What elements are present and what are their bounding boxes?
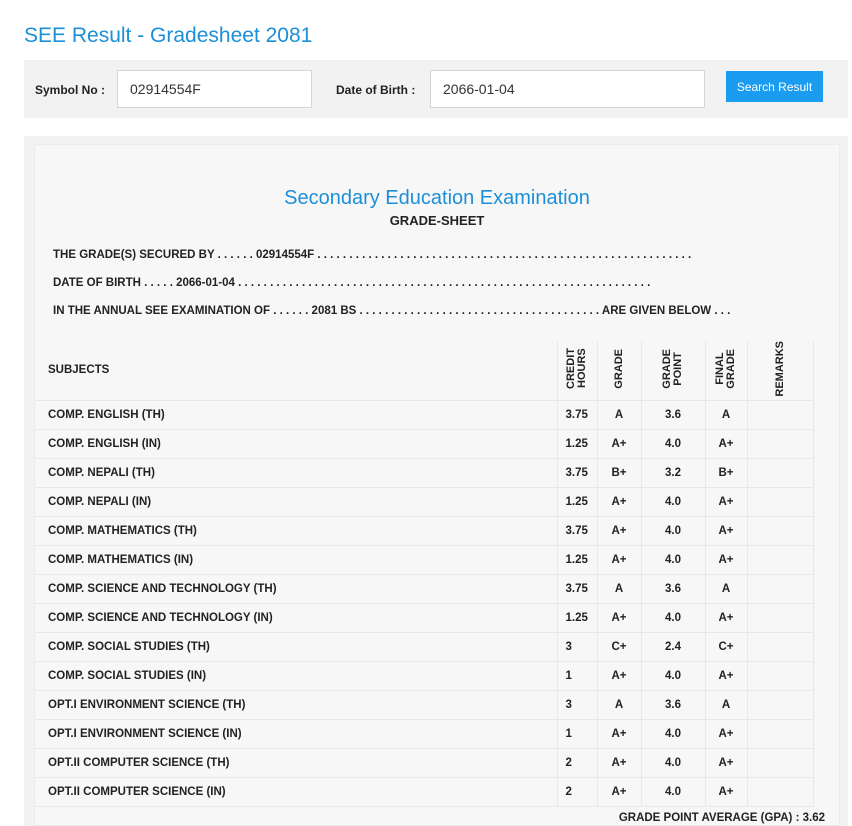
header-final-grade: FINAL GRADE	[714, 348, 737, 389]
cell-grade: A+	[597, 661, 641, 690]
cell-final-grade: A+	[705, 545, 747, 574]
table-row	[35, 748, 840, 777]
cell-remarks	[747, 574, 813, 603]
cell-remarks	[747, 690, 813, 719]
cell-final-grade: B+	[705, 458, 747, 487]
table-row	[35, 400, 840, 429]
cell-grade: A+	[597, 719, 641, 748]
cell-final-grade: A	[705, 574, 747, 603]
cell-final-grade: A+	[705, 603, 747, 632]
cell-final-grade: A	[705, 690, 747, 719]
table-row	[35, 516, 840, 545]
cell-final-grade: A	[705, 400, 747, 429]
cell-grade-point: 4.0	[641, 516, 705, 545]
cell-grade: A	[597, 400, 641, 429]
cell-grade-point: 4.0	[641, 545, 705, 574]
cell-credit-hours: 1	[557, 719, 597, 748]
date-of-birth-line: DATE OF BIRTH . . . . . 2066-01-04 . . . . . . . . . . . . . . . . . . . . . . . . . . . . . . . . . . . . . . . . . . . . . . . . . . . . . . . . . . . . . . . . .	[53, 277, 651, 289]
table-row	[35, 661, 840, 690]
cell-remarks	[747, 429, 813, 458]
search-result-button[interactable]: Search Result	[726, 71, 823, 102]
table-row	[35, 429, 840, 458]
cell-credit-hours: 3.75	[557, 458, 597, 487]
cell-subject: COMP. SCIENCE AND TECHNOLOGY (IN)	[35, 603, 557, 632]
grade-table-body	[35, 400, 840, 806]
cell-remarks	[747, 487, 813, 516]
cell-remarks	[747, 719, 813, 748]
cell-remarks	[747, 661, 813, 690]
cell-subject: COMP. NEPALI (IN)	[35, 487, 557, 516]
cell-grade-point: 4.0	[641, 487, 705, 516]
cell-grade: A+	[597, 545, 641, 574]
cell-remarks	[747, 400, 813, 429]
table-row	[35, 603, 840, 632]
cell-subject: COMP. ENGLISH (IN)	[35, 429, 557, 458]
gpa-line: GRADE POINT AVERAGE (GPA) : 3.62	[618, 812, 825, 824]
cell-grade: A+	[597, 487, 641, 516]
cell-credit-hours: 1	[557, 661, 597, 690]
table-row	[35, 632, 840, 661]
table-row	[35, 690, 840, 719]
cell-final-grade: A+	[705, 777, 747, 806]
cell-grade-point: 3.6	[641, 690, 705, 719]
cell-final-grade: A+	[705, 487, 747, 516]
cell-final-grade: A+	[705, 661, 747, 690]
symbol-no-input[interactable]	[117, 70, 312, 108]
cell-final-grade: A+	[705, 719, 747, 748]
cell-grade-point: 4.0	[641, 661, 705, 690]
cell-credit-hours: 1.25	[557, 429, 597, 458]
cell-subject: COMP. ENGLISH (TH)	[35, 400, 557, 429]
cell-subject: COMP. MATHEMATICS (IN)	[35, 545, 557, 574]
cell-grade: A+	[597, 429, 641, 458]
table-header-row	[35, 341, 840, 400]
cell-credit-hours: 2	[557, 748, 597, 777]
table-row	[35, 545, 840, 574]
cell-credit-hours: 3	[557, 632, 597, 661]
gradesheet-subtitle: GRADE-SHEET	[389, 213, 485, 228]
cell-grade: C+	[597, 632, 641, 661]
secured-by-line: THE GRADE(S) SECURED BY . . . . . . 02914554F . . . . . . . . . . . . . . . . . . . . . . . . . . . . . . . . . . . . . . . . . . . . . . . . . . . . . . . . . . .	[53, 249, 692, 261]
cell-remarks	[747, 603, 813, 632]
cell-subject: COMP. SCIENCE AND TECHNOLOGY (TH)	[35, 574, 557, 603]
cell-subject: OPT.II COMPUTER SCIENCE (IN)	[35, 777, 557, 806]
cell-credit-hours: 3.75	[557, 400, 597, 429]
cell-grade-point: 4.0	[641, 429, 705, 458]
cell-final-grade: A+	[705, 748, 747, 777]
cell-grade-point: 4.0	[641, 603, 705, 632]
cell-subject: OPT.I ENVIRONMENT SCIENCE (TH)	[35, 690, 557, 719]
cell-grade-point: 3.6	[641, 400, 705, 429]
cell-grade: A+	[597, 777, 641, 806]
cell-grade-point: 4.0	[641, 748, 705, 777]
cell-grade-point: 4.0	[641, 719, 705, 748]
cell-remarks	[747, 632, 813, 661]
gradesheet	[34, 144, 840, 826]
header-grade: GRADE	[612, 348, 625, 389]
header-subjects: SUBJECTS	[35, 341, 557, 400]
cell-grade-point: 4.0	[641, 777, 705, 806]
header-credit-hours: CREDIT HOURS	[565, 348, 588, 390]
cell-grade: A+	[597, 603, 641, 632]
cell-grade: A+	[597, 516, 641, 545]
page-title: SEE Result - Gradesheet 2081	[24, 24, 313, 47]
cell-final-grade: C+	[705, 632, 747, 661]
cell-remarks	[747, 777, 813, 806]
cell-credit-hours: 3.75	[557, 516, 597, 545]
header-grade-point: GRADE POINT	[661, 348, 684, 389]
cell-credit-hours: 2	[557, 777, 597, 806]
exam-line: IN THE ANNUAL SEE EXAMINATION OF . . . . . . 2081 BS . . . . . . . . . . . . . . . . . . . . . . . . . . . . . . . . . . . . . . ARE GIVEN BELOW . . .	[53, 305, 731, 317]
cell-final-grade: A+	[705, 429, 747, 458]
cell-grade: A	[597, 574, 641, 603]
cell-subject: COMP. NEPALI (TH)	[35, 458, 557, 487]
cell-grade: A+	[597, 748, 641, 777]
cell-credit-hours: 1.25	[557, 487, 597, 516]
cell-grade: B+	[597, 458, 641, 487]
grade-table	[35, 341, 840, 807]
cell-credit-hours: 1.25	[557, 603, 597, 632]
symbol-no-label: Symbol No :	[35, 83, 106, 97]
cell-subject: COMP. MATHEMATICS (TH)	[35, 516, 557, 545]
table-row	[35, 777, 840, 806]
header-remarks: REMARKS	[773, 341, 786, 397]
cell-grade: A	[597, 690, 641, 719]
cell-final-grade: A+	[705, 516, 747, 545]
date-of-birth-label: Date of Birth :	[336, 83, 416, 97]
exam-title: Secondary Education Examination	[284, 187, 590, 209]
cell-grade-point: 2.4	[641, 632, 705, 661]
cell-credit-hours: 3	[557, 690, 597, 719]
cell-subject: OPT.I ENVIRONMENT SCIENCE (IN)	[35, 719, 557, 748]
cell-credit-hours: 3.75	[557, 574, 597, 603]
cell-credit-hours: 1.25	[557, 545, 597, 574]
cell-grade-point: 3.6	[641, 574, 705, 603]
cell-subject: OPT.II COMPUTER SCIENCE (TH)	[35, 748, 557, 777]
cell-subject: COMP. SOCIAL STUDIES (TH)	[35, 632, 557, 661]
cell-subject: COMP. SOCIAL STUDIES (IN)	[35, 661, 557, 690]
table-row	[35, 487, 840, 516]
gradesheet-panel	[24, 136, 848, 826]
cell-remarks	[747, 545, 813, 574]
table-row	[35, 574, 840, 603]
search-form	[24, 60, 848, 118]
table-row	[35, 719, 840, 748]
date-of-birth-input[interactable]	[430, 70, 705, 108]
cell-grade-point: 3.2	[641, 458, 705, 487]
cell-remarks	[747, 458, 813, 487]
table-row	[35, 458, 840, 487]
cell-remarks	[747, 748, 813, 777]
cell-remarks	[747, 516, 813, 545]
